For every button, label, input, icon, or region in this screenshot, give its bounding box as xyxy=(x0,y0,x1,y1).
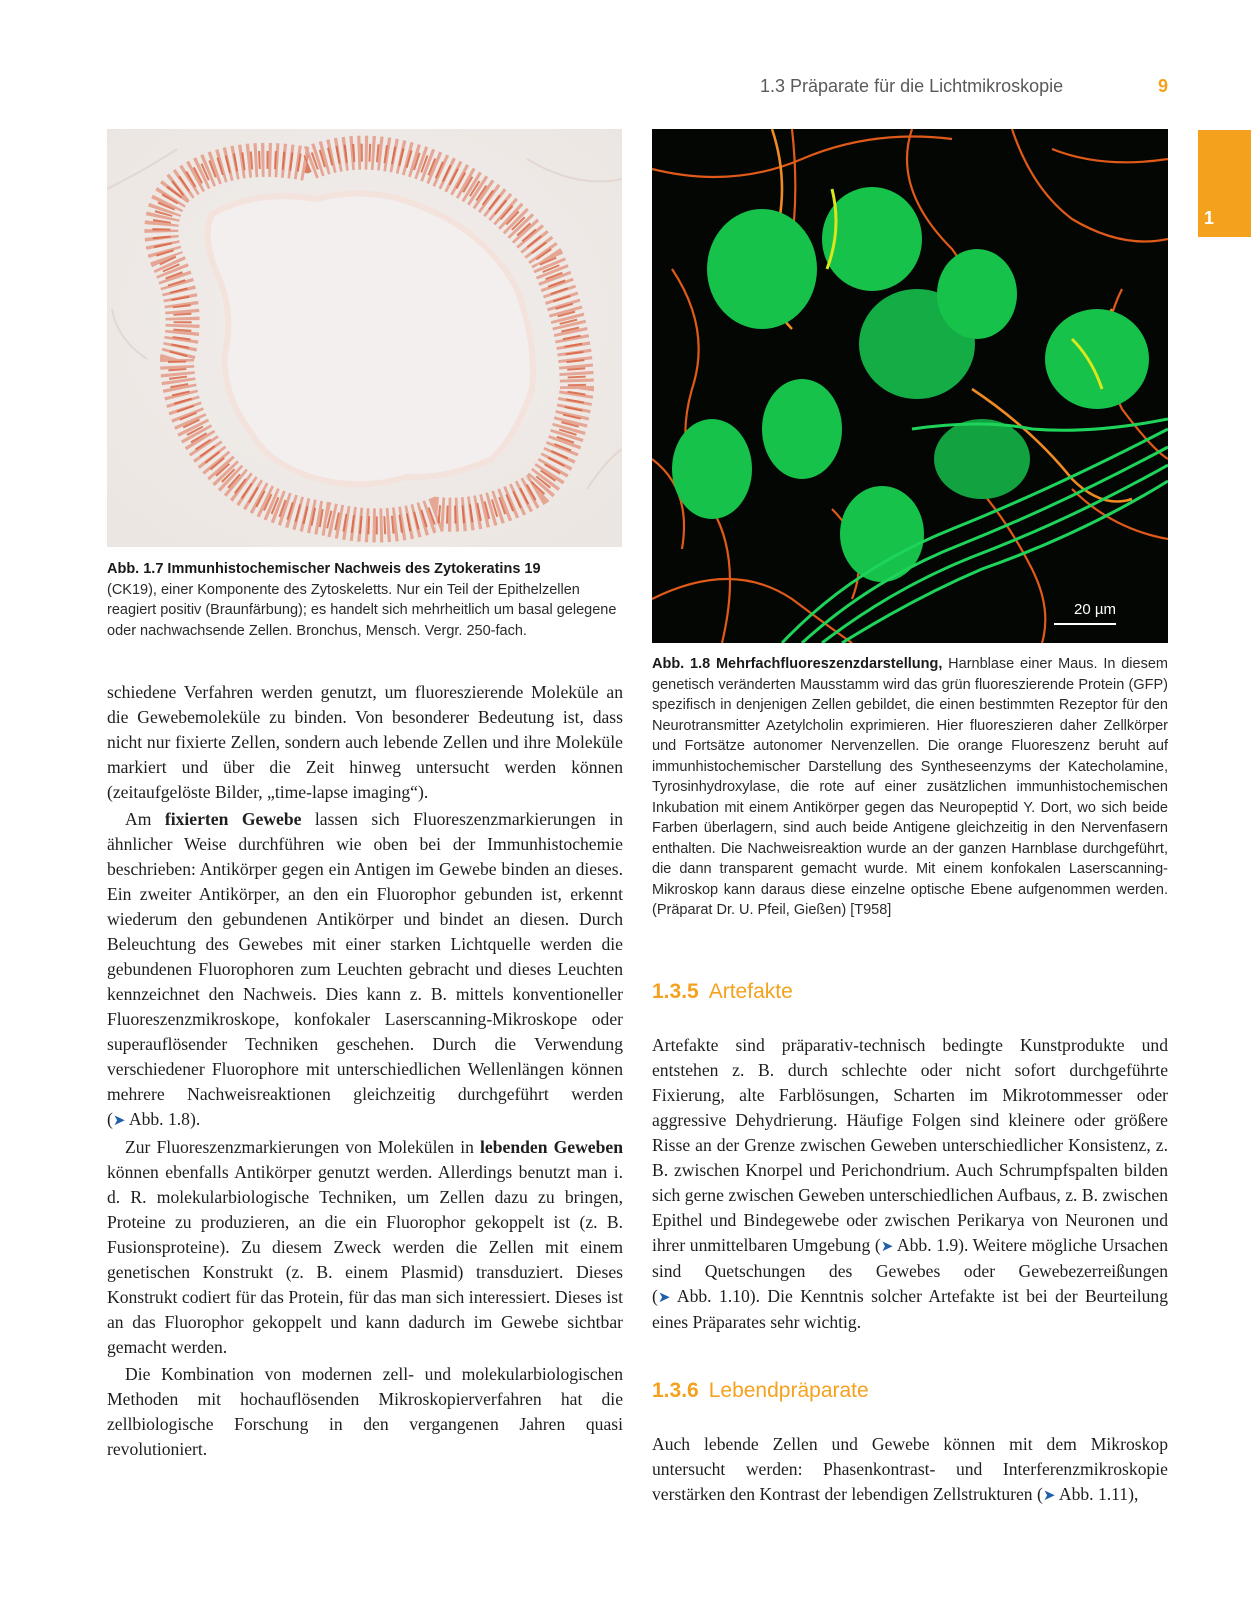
bladder-fluorescence-illustration xyxy=(652,129,1168,643)
paragraph-text: können ebenfalls Antikörper genutzt werden. Allerdings benutzt man i. d. R. molekularbiologische Techniken, um Zellen dazu zu bringen, Proteine zu produzieren, an die ein Fluorophor gekoppelt ist (z. B. Fusionsproteine). Zu diesem Zweck werden die Zellen mit einem genetischen Konstrukt (z. B. einem Plasmid) transduziert. Dieses Konstrukt codiert für das Protein, für das man sich interessiert. Dieses ist an das Fluorophor gekoppelt und kann dadurch im Gewebe sichtbar gemacht werden. xyxy=(107,1162,623,1357)
arrow-right-icon: ➤ xyxy=(880,1237,894,1255)
figure-7-caption-lead: Abb. 1.7 Immunhistochemischer Nachweis des Zytokeratins 19 xyxy=(107,561,541,577)
chapter-number: 1 xyxy=(1204,208,1215,228)
figure-7-caption xyxy=(107,559,617,641)
page-number: 9 xyxy=(1158,76,1169,96)
figure-reference[interactable]: ➤ Abb. 1.8 xyxy=(112,1109,190,1129)
paragraph-text: lassen sich Fluoreszenzmarkierungen in ähnlicher Weise durchführen wie oben bei der Immunhistochemie beschrieben: Antikörper gegen ein Antigen im Gewebe binden an dieses. Ein zweiter Antikörper, an den ein Fluorophor gebunden ist, erkennt wiederum den gebundenen Antikörper und bindet an diesen. Durch Beleuchtung des Gewebes mit einer starken Lichtquelle werden die gebundenen Fluorophoren zum Leuchten gebracht und dieses Leuchten kennzeichnet den Nachweis. Dies kann z. B. mittels konventioneller Fluoreszenzmikroskope, konfokaler Laserscanning-Mikroskope oder superauflösender Techniken geschehen. Durch die Verwendung verschiedener Fluorophore mit unterschiedlichen Wellenlängen können mehrere Nachweisreaktionen gleichzeitig durchgeführt werden ( xyxy=(107,809,623,1129)
bold-term: lebenden Geweben xyxy=(480,1137,623,1157)
paragraph-text: Zur Fluoreszenzmarkierungen von Molekülen in xyxy=(125,1137,481,1157)
chapter-tab xyxy=(1198,130,1251,237)
paragraph: Artefakte sind präparativ-technisch bedingte Kunstprodukte und entstehen z. B. durch schlechte oder nicht sofort durchgeführte Fixierung, alte Farblösungen, Scharten im Mikrotommesser oder aggressive Dehydrierung. Häufige Folgen sind kleinere oder größere Risse an der Grenze zwischen Geweben unterschiedlicher Konsistenz, z. B. zwischen Knorpel und Perichondrium. Auch Schrumpfspalten bilden sich gerne zwischen Geweben unterschiedlichen Aufbaus, z. B. zwischen Epithel und Bindegewebe oder zwischen Perikarya von Neuronen und ihrer unmittelbaren Umgebung (➤ Abb. 1.9). Weitere mögliche Ursachen sind Quetschungen des Gewebes oder Gewebezerreißungen (➤ Abb. 1.10). Die Kenntnis solcher Artefakte ist bei der Beurteilung eines Präparates sehr wichtig. xyxy=(652,1035,1169,1332)
figure-7-caption-text: (CK19), einer Komponente des Zytoskeletts. Nur ein Teil der Epithelzellen reagiert positiv (Braunfärbung); es handelt sich mehrheitlich um basal gelegene oder nachwachsende Zellen. Bronchus, Mensch. Vergr. 250-fach. xyxy=(107,581,617,639)
bronchus-micrograph-illustration xyxy=(107,129,622,547)
artefakte-body xyxy=(652,1033,1168,1337)
scale-bar xyxy=(1054,623,1116,625)
figure-reference[interactable]: ➤ Abb. 1.10 xyxy=(657,1286,750,1306)
figure-8-caption-text: Harnblase einer Maus. In diesem genetisch veränderten Mausstamm wird das grün fluoreszierende Protein (GFP) spezifisch in denjenigen Zellen gebildet, die einen bestimmten Rezeptor für den Neurotransmitter Azetylcholin exprimieren. Hier fluoreszieren daher Zellkörper und Fortsätze autonomer Nervenzellen. Die orange Fluoreszenz beruht auf immunhistochemischer Darstellung des Syntheseenzyms der Katecholamine, Tyrosinhydroxylase, die rote auf einer zusätzlichen immunhistochemischen Inkubation mit einem Antikörper gegen das Neuropeptid Y. Dort, wo sich beide Farben überlagern, sind auch beide Antigene gleichzeitig in den Nervenfasern enthalten. Die Nachweisreaktion wurde an der ganzen Harnblase durchgeführt, die dann transparent gemacht wurde. Mit einem konfokalen Laserscanning-Mikroskop kann daraus diese einzelne optische Ebene aufgenommen werden. (Präparat Dr. U. Pfeil, Gießen) [T958] xyxy=(652,656,1168,918)
section-title: Lebendpräparate xyxy=(708,1379,869,1402)
arrow-right-icon: ➤ xyxy=(1042,1486,1056,1504)
section-title: 1.3 Präparate für die Lichtmikroskopie xyxy=(760,76,1064,96)
micrograph-ck19-image xyxy=(107,129,622,547)
figure-reference[interactable]: ➤ Abb. 1.11 xyxy=(1042,1484,1129,1504)
paragraph: schiedene Verfahren werden genutzt, um fluoreszierende Moleküle an die Gewebemoleküle zu binden. Von besonderer Bedeutung ist, dass nicht nur fixierte Zellen, sondern auch lebende Zellen und ihre Moleküle markiert und über die Zeit hinweg untersucht werden können (zeitaufgelöste Bilder, „time-lapse imaging“). xyxy=(107,682,623,802)
paragraph xyxy=(107,1135,623,1360)
left-body-column xyxy=(107,680,623,1464)
paragraph: Auch lebende Zellen und Gewebe können mit dem Mikroskop untersucht werden: Phasenkontrast- und Interferenzmikroskopie verstärken den Kontrast der lebendigen Zellstrukturen (➤ Abb. 1.11), xyxy=(652,1434,1168,1504)
arrow-right-icon: ➤ xyxy=(112,1111,126,1129)
section-heading-lebendpraeparate xyxy=(652,1379,869,1403)
paragraph: Am fixierten Gewebe lassen sich Fluoreszenzmarkierungen in ähnlicher Weise durchführen wie oben bei der Immunhistochemie beschrieben: Antikörper gegen ein Antigen im Gewebe binden an dieses. Ein zweiter Antikörper, an den ein Fluorophor gebunden ist, erkennt wiederum den gebundenen Antikörper und bindet an diesen. Durch Beleuchtung des Gewebes mit einer starken Lichtquelle werden die gebundenen Fluorophoren zum Leuchten gebracht und dieses Leuchten kennzeichnet den Nachweis. Dies kann z. B. mittels konventioneller Fluoreszenzmikroskope, konfokaler Laserscanning-Mikroskope oder superauflösender Techniken geschehen. Durch die Verwendung verschiedener Fluorophore mit unterschiedlichen Wellenlängen können mehrere Nachweisreaktionen gleichzeitig durchgeführt werden (➤ Abb. 1.8). xyxy=(107,809,623,1129)
arrow-right-icon: ➤ xyxy=(657,1288,671,1306)
fluorescence-micrograph-image xyxy=(652,129,1168,643)
scale-bar-label: 20 µm xyxy=(1074,601,1116,618)
figure-8-caption-lead: Abb. 1.8 Mehrfachfluoreszenzdarstellung, xyxy=(652,656,943,672)
figure-8-caption xyxy=(652,654,1168,921)
bold-term: fixierten Gewebe xyxy=(164,809,302,829)
paragraph-text: Am xyxy=(125,809,165,829)
section-number: 1.3.6 xyxy=(652,1379,699,1402)
paragraph: Die Kombination von modernen zell- und molekularbiologischen Methoden mit hochauflösenden Mikroskopierverfahren hat die zellbiologische Forschung in den vergangenen Jahren quasi revolutioniert. xyxy=(107,1364,623,1459)
figure-reference[interactable]: ➤ Abb. 1.9 xyxy=(880,1235,959,1255)
lebendpraeparate-body xyxy=(652,1432,1168,1510)
section-heading-artefakte xyxy=(652,980,793,1004)
section-number: 1.3.5 xyxy=(652,980,699,1003)
section-title: Artefakte xyxy=(708,980,793,1003)
running-header xyxy=(0,76,1251,102)
